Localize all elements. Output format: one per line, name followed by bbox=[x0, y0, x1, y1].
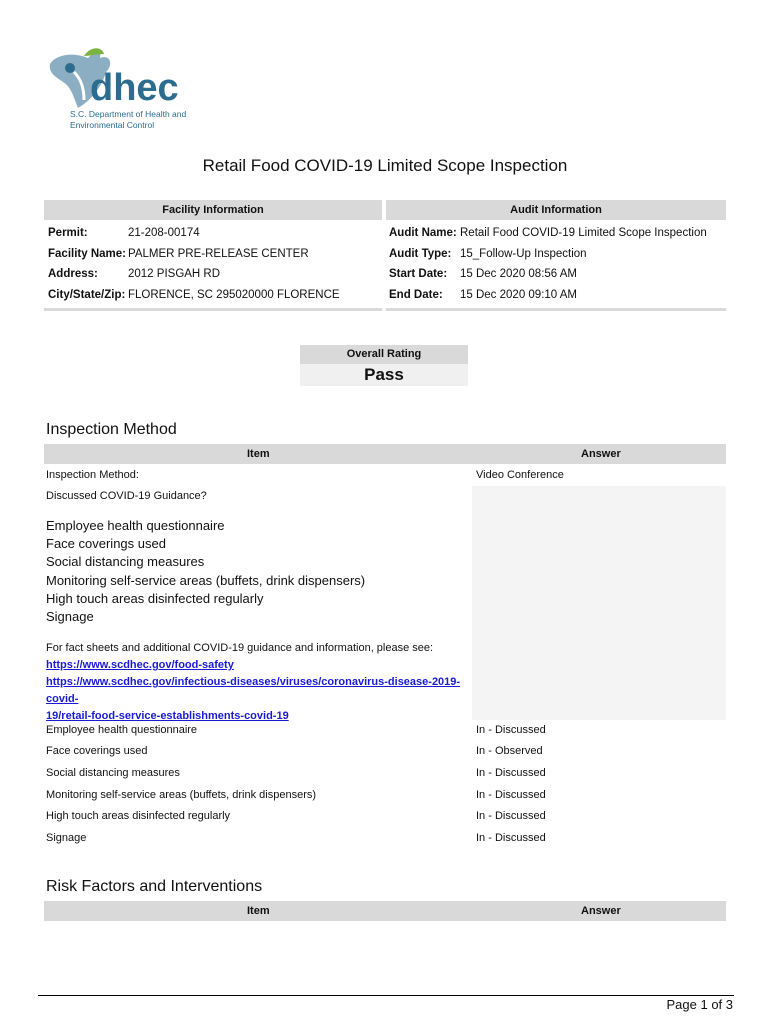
audit-value: Retail Food COVID-19 Limited Scope Inspection bbox=[460, 227, 707, 239]
food-safety-link[interactable]: https://www.scdhec.gov/food-safety bbox=[46, 659, 234, 671]
facility-value: PALMER PRE-RELEASE CENTER bbox=[128, 248, 309, 260]
list-item: Employee health questionnaire bbox=[46, 518, 225, 533]
row-item: Inspection Method: bbox=[46, 469, 139, 481]
answer-cell-background bbox=[472, 486, 726, 720]
facility-label: Facility Name: bbox=[48, 248, 126, 260]
col-answer: Answer bbox=[581, 448, 621, 460]
covid-guidance-link-continued[interactable]: 19/retail-food-service-establishments-covid-19 bbox=[46, 710, 289, 722]
row-answer: In - Discussed bbox=[476, 789, 546, 801]
logo-subtitle-line1: S.C. Department of Health and bbox=[70, 109, 187, 119]
row-item: Social distancing measures bbox=[46, 767, 180, 779]
row-item: Monitoring self-service areas (buffets, drink dispensers) bbox=[46, 789, 317, 801]
list-item: Signage bbox=[46, 609, 94, 625]
facility-label: Permit: bbox=[48, 227, 88, 239]
inspection-method-title: Inspection Method bbox=[46, 421, 177, 438]
audit-label: Audit Type: bbox=[389, 248, 452, 260]
covid-guidance-link[interactable]: https://www.scdhec.gov/infectious-diseases/viruses/coronavirus-disease-2019-covid- bbox=[46, 676, 461, 705]
row-answer: In - Discussed bbox=[476, 810, 546, 822]
col-item: Item bbox=[247, 448, 270, 460]
row-answer: In - Discussed bbox=[476, 767, 546, 779]
col-answer: Answer bbox=[581, 905, 621, 917]
overall-rating-value: Pass bbox=[300, 364, 468, 386]
list-item: High touch areas disinfected regularly bbox=[46, 590, 264, 606]
page-number: Page 1 of 3 bbox=[666, 997, 733, 1012]
audit-value: 15 Dec 2020 08:56 AM bbox=[460, 268, 577, 280]
row-answer: In - Discussed bbox=[476, 832, 546, 844]
row-item: Discussed COVID-19 Guidance? bbox=[46, 490, 207, 502]
row-answer: In - Observed bbox=[476, 745, 543, 757]
logo-text: dhec bbox=[90, 67, 179, 109]
list-item: Monitoring self-service areas (buffets, drink dispensers) bbox=[46, 572, 366, 588]
audit-header: Audit Information bbox=[386, 200, 726, 220]
audit-value: 15 Dec 2020 09:10 AM bbox=[460, 289, 577, 301]
logo-subtitle-line2: Environmental Control bbox=[70, 120, 155, 130]
divider bbox=[44, 308, 382, 311]
note-text: For fact sheets and additional COVID-19 guidance and information, please see: bbox=[46, 642, 434, 654]
page-title: Retail Food COVID-19 Limited Scope Inspection bbox=[202, 156, 568, 175]
facility-label: City/State/Zip: bbox=[48, 289, 126, 301]
facility-value: FLORENCE, SC 295020000 FLORENCE bbox=[128, 289, 340, 301]
divider bbox=[386, 308, 726, 311]
facility-value: 2012 PISGAH RD bbox=[128, 268, 221, 280]
facility-header: Facility Information bbox=[44, 200, 382, 220]
facility-value: 21-208-00174 bbox=[128, 227, 200, 239]
row-item: Face coverings used bbox=[46, 745, 148, 757]
guidance-list bbox=[46, 517, 365, 626]
list-item: Face coverings used bbox=[46, 536, 166, 552]
logo-subtitle bbox=[70, 109, 186, 131]
risk-factors-table-header bbox=[44, 901, 726, 921]
risk-factors-title: Risk Factors and Interventions bbox=[46, 878, 263, 895]
audit-label: Start Date: bbox=[389, 268, 448, 280]
list-item: Social distancing measures bbox=[46, 554, 205, 570]
audit-label: End Date: bbox=[389, 289, 443, 301]
row-item: Employee health questionnaire bbox=[46, 724, 198, 736]
facility-label: Address: bbox=[48, 268, 98, 280]
footer-divider bbox=[38, 995, 734, 996]
row-item: Signage bbox=[46, 832, 87, 844]
col-item: Item bbox=[247, 905, 270, 917]
audit-value: 15_Follow-Up Inspection bbox=[460, 248, 587, 260]
overall-rating-box bbox=[300, 345, 468, 386]
row-answer: Video Conference bbox=[476, 469, 564, 481]
overall-rating-label: Overall Rating bbox=[300, 345, 468, 364]
audit-label: Audit Name: bbox=[389, 227, 457, 239]
row-item: High touch areas disinfected regularly bbox=[46, 810, 231, 822]
guidance-note bbox=[46, 640, 476, 725]
inspection-method-table-header bbox=[44, 444, 726, 464]
row-answer: In - Discussed bbox=[476, 724, 546, 736]
